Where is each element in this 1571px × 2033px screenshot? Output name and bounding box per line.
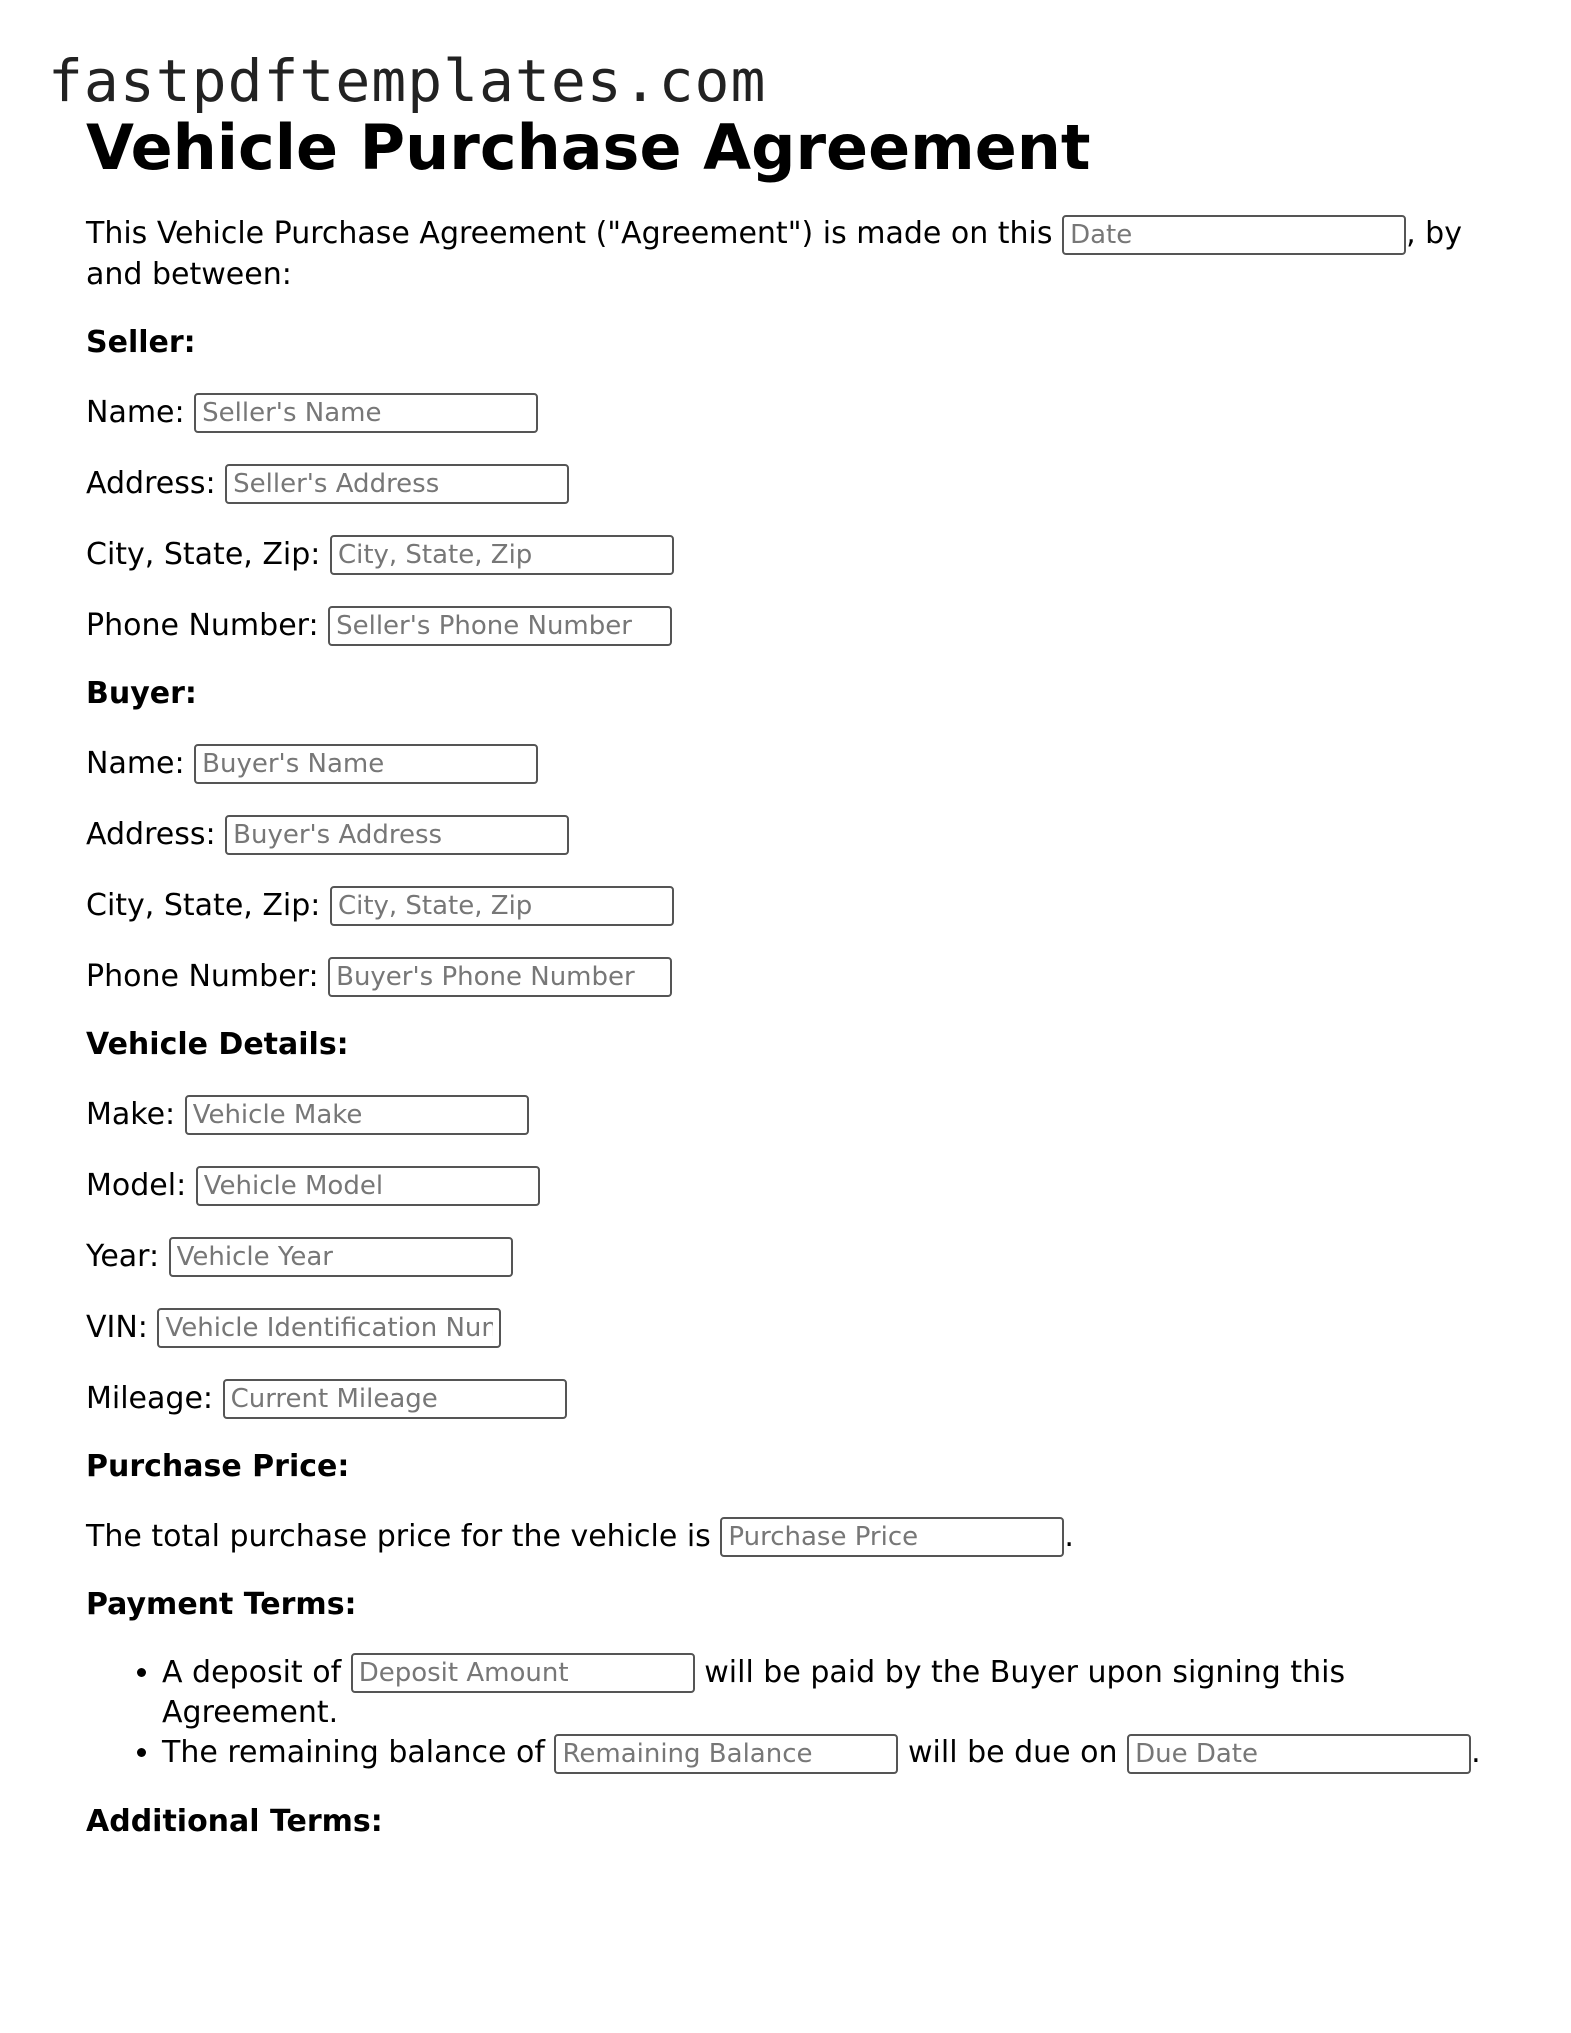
seller-heading: Seller: bbox=[86, 324, 196, 360]
buyer-city-field[interactable] bbox=[330, 886, 674, 926]
purchase-price-field[interactable] bbox=[720, 1517, 1064, 1557]
vehicle-vin-row bbox=[86, 1308, 1486, 1348]
due-date-field[interactable] bbox=[1127, 1734, 1471, 1774]
vehicle-year-label: Year: bbox=[86, 1238, 160, 1274]
vehicle-model-field[interactable] bbox=[196, 1166, 540, 1206]
balance-term bbox=[162, 1733, 1486, 1774]
vehicle-year-field[interactable] bbox=[169, 1237, 513, 1277]
balance-text: The remaining balance of bbox=[162, 1735, 545, 1770]
agreement-date-field[interactable] bbox=[1062, 215, 1406, 255]
vehicle-vin-label: VIN: bbox=[86, 1309, 148, 1345]
vehicle-make-field[interactable] bbox=[185, 1095, 529, 1135]
site-watermark: fastpdftemplates.com bbox=[48, 47, 767, 115]
intro-text: This Vehicle Purchase Agreement ("Agreement") is made on this bbox=[86, 216, 1053, 251]
buyer-city-row bbox=[86, 886, 1486, 926]
payment-terms-list bbox=[86, 1653, 1486, 1774]
seller-city-field[interactable] bbox=[330, 535, 674, 575]
deposit-text: A deposit of bbox=[162, 1654, 342, 1690]
seller-address-row bbox=[86, 464, 1486, 504]
vehicle-make-row bbox=[86, 1095, 1486, 1135]
seller-address-label: Address: bbox=[86, 465, 216, 501]
buyer-address-label: Address: bbox=[86, 816, 216, 852]
additional-terms-heading: Additional Terms: bbox=[86, 1803, 383, 1839]
deposit-text-end: will be paid by the Buyer upon signing this Agreement. bbox=[162, 1654, 1346, 1730]
buyer-name-row bbox=[86, 744, 1486, 784]
buyer-heading: Buyer: bbox=[86, 675, 197, 711]
intro-text-end: , by and between: bbox=[86, 216, 1462, 292]
vehicle-heading: Vehicle Details: bbox=[86, 1026, 349, 1062]
seller-address-field[interactable] bbox=[225, 464, 569, 504]
payment-terms-heading: Payment Terms: bbox=[86, 1586, 357, 1622]
buyer-phone-field[interactable] bbox=[328, 957, 672, 997]
buyer-name-label: Name: bbox=[86, 745, 185, 781]
vehicle-model-label: Model: bbox=[86, 1167, 187, 1203]
seller-phone-field[interactable] bbox=[328, 606, 672, 646]
purchase-price-text: The total purchase price for the vehicle is bbox=[86, 1518, 711, 1554]
seller-name-label: Name: bbox=[86, 394, 185, 430]
agreement-document bbox=[86, 106, 1486, 1842]
vehicle-mileage-row bbox=[86, 1379, 1486, 1419]
purchase-price-heading: Purchase Price: bbox=[86, 1448, 350, 1484]
seller-phone-label: Phone Number: bbox=[86, 607, 319, 643]
purchase-price-end: . bbox=[1064, 1518, 1074, 1554]
vehicle-model-row bbox=[86, 1166, 1486, 1206]
buyer-city-label: City, State, Zip: bbox=[86, 887, 321, 923]
seller-name-row bbox=[86, 393, 1486, 433]
balance-text-middle: will be due on bbox=[908, 1735, 1118, 1770]
buyer-name-field[interactable] bbox=[194, 744, 538, 784]
buyer-phone-row bbox=[86, 957, 1486, 997]
vehicle-year-row bbox=[86, 1237, 1486, 1277]
remaining-balance-field[interactable] bbox=[554, 1734, 898, 1774]
purchase-price-row bbox=[86, 1517, 1486, 1557]
intro-paragraph bbox=[86, 214, 1466, 295]
vehicle-make-label: Make: bbox=[86, 1096, 176, 1132]
vehicle-mileage-field[interactable] bbox=[223, 1379, 567, 1419]
deposit-term bbox=[162, 1653, 1486, 1734]
vehicle-mileage-label: Mileage: bbox=[86, 1380, 214, 1416]
seller-city-row bbox=[86, 535, 1486, 575]
deposit-amount-field[interactable] bbox=[351, 1653, 695, 1693]
page-title: Vehicle Purchase Agreement bbox=[86, 111, 1091, 184]
balance-text-end: . bbox=[1471, 1735, 1481, 1770]
seller-city-label: City, State, Zip: bbox=[86, 536, 321, 572]
seller-name-field[interactable] bbox=[194, 393, 538, 433]
buyer-address-field[interactable] bbox=[225, 815, 569, 855]
seller-phone-row bbox=[86, 606, 1486, 646]
buyer-address-row bbox=[86, 815, 1486, 855]
vehicle-vin-field[interactable] bbox=[157, 1308, 501, 1348]
buyer-phone-label: Phone Number: bbox=[86, 958, 319, 994]
